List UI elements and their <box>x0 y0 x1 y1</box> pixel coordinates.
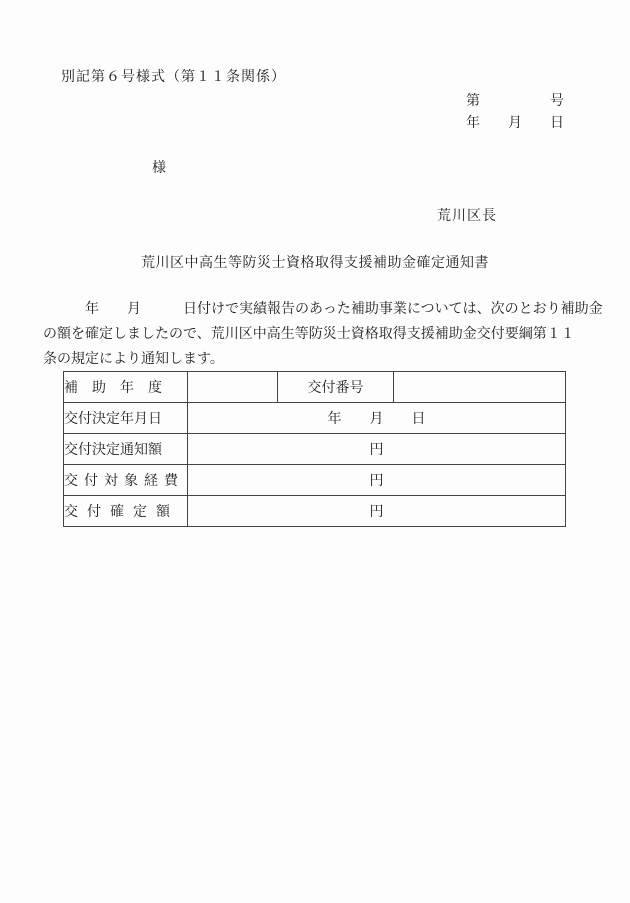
label-grant-number: 交付番号 <box>278 372 394 403</box>
body-line-2: の額を確定しましたので、荒川区中高生等防災士資格取得支援補助金交付要綱第１１ <box>43 326 575 342</box>
document-title: 荒川区中高生等防災士資格取得支援補助金確定通知書 <box>141 255 489 271</box>
addressee-suffix: 様 <box>152 160 166 176</box>
label-grant-decision-notified-amount: 交付決定通知額 <box>64 434 188 465</box>
label-grant-confirmed-amount: 交付確定額 <box>64 496 188 527</box>
document-number-block <box>466 90 564 134</box>
grant-eligible-expenses-value-cell: 円 <box>188 465 566 496</box>
grant-confirmed-amount-value-cell: 円 <box>188 496 566 527</box>
grant-number-value-cell <box>394 372 566 403</box>
table-row-subsidy-year <box>64 372 566 403</box>
grant-decision-date-value-cell: 年 月 日 <box>188 403 566 434</box>
body-paragraph <box>43 297 603 372</box>
label-grant-eligible-expenses: 交付対象経費 <box>64 465 188 496</box>
body-line-3: 条の規定により通知します。 <box>43 351 224 367</box>
details-table <box>63 371 566 527</box>
body-line-1: 年 月 日付けで実績報告のあった補助事業については、次のとおり補助金 <box>43 301 603 317</box>
document-date-line: 年 月 日 <box>466 115 564 131</box>
grant-decision-notified-amount-value-cell: 円 <box>188 434 566 465</box>
form-reference: 別記第６号様式（第１１条関係） <box>61 69 286 85</box>
label-grant-decision-date: 交付決定年月日 <box>64 403 188 434</box>
table-row-grant-decision-notified-amount <box>64 434 566 465</box>
table-row-grant-confirmed-amount <box>64 496 566 527</box>
table-row-grant-decision-date <box>64 403 566 434</box>
sender-line: 荒川区長 <box>437 208 497 224</box>
document-number-line: 第 号 <box>466 93 564 109</box>
table-row-grant-eligible-expenses <box>64 465 566 496</box>
subsidy-year-value-cell <box>188 372 278 403</box>
label-subsidy-year: 補助年度 <box>64 372 188 403</box>
